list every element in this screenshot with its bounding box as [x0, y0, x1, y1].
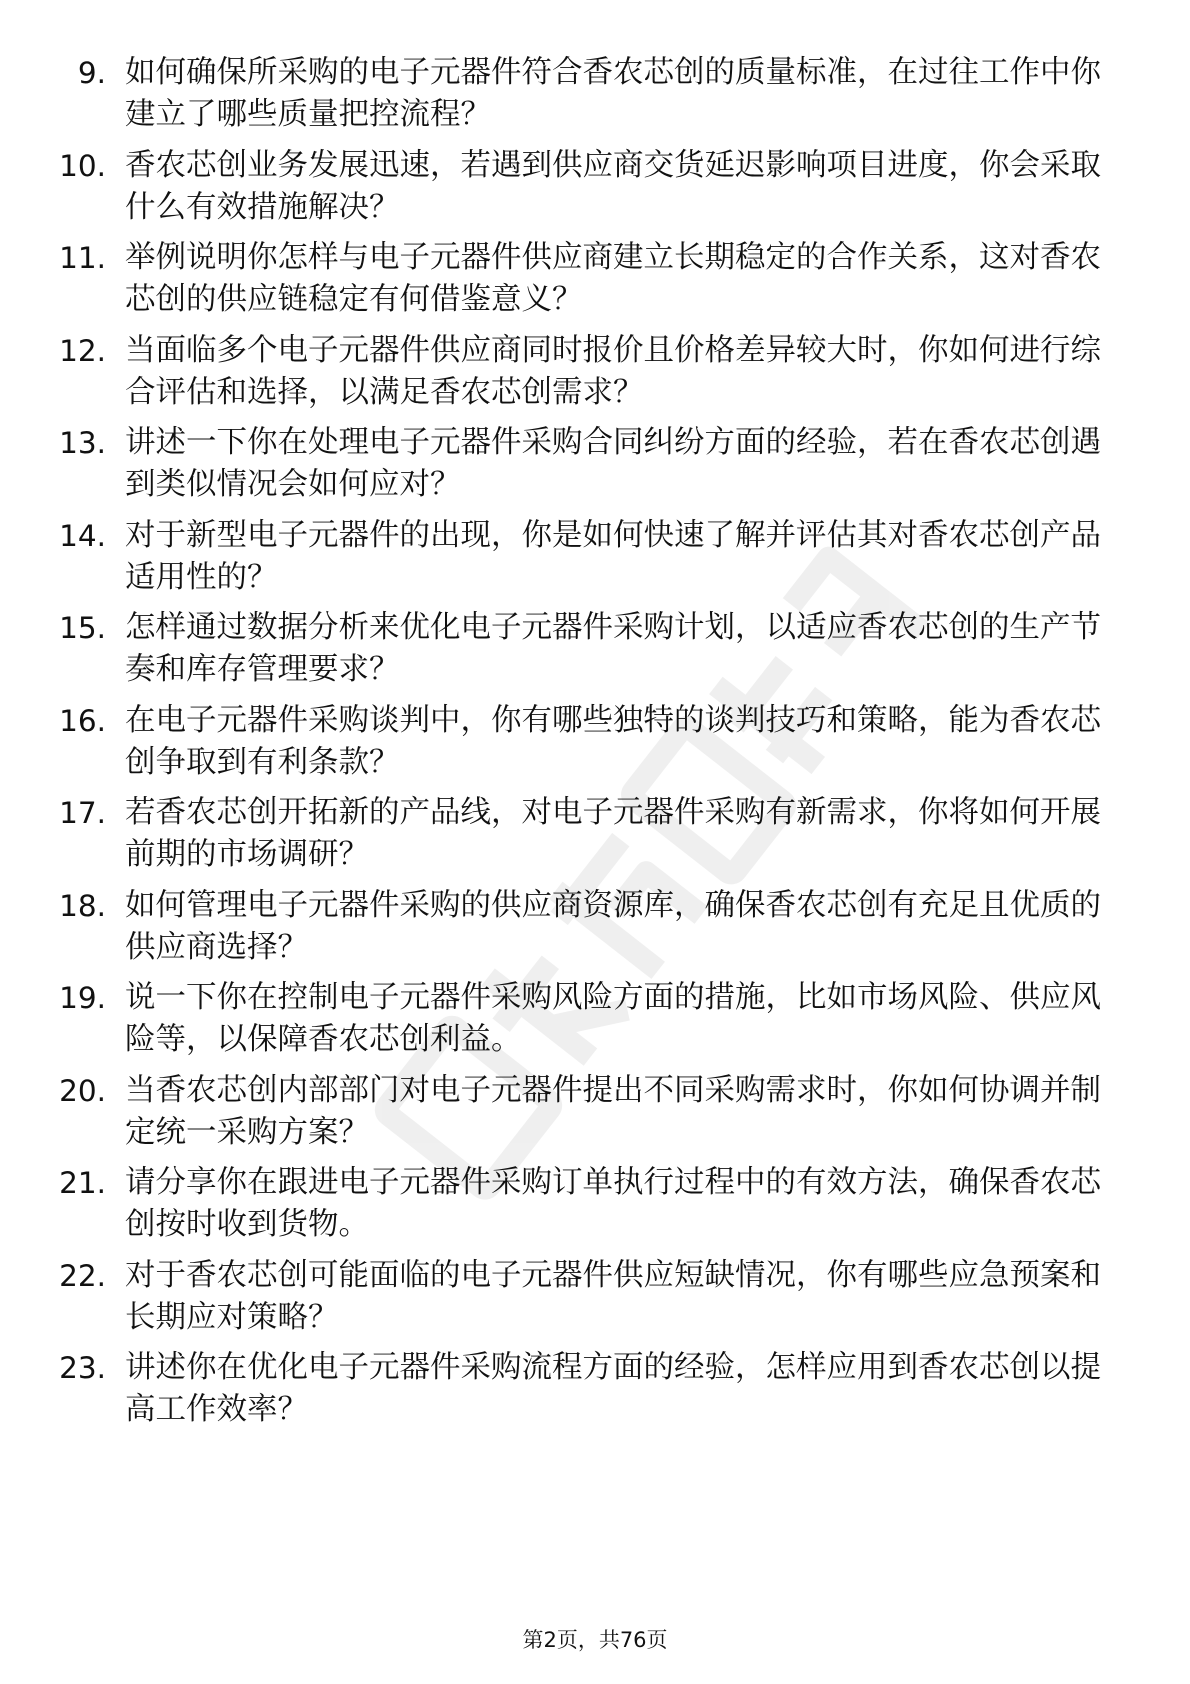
question-text: 举例说明你怎样与电子元器件供应商建立长期稳定的合作关系，这对香农芯创的供应链稳定有何借鉴意义？: [125, 240, 1101, 317]
question-text: 请分享你在跟进电子元器件采购订单执行过程中的有效方法，确保香农芯创按时收到货物。: [125, 1165, 1101, 1242]
question-text: 在电子元器件采购谈判中，你有哪些独特的谈判技巧和策略，能为香农芯创争取到有利条款？: [125, 702, 1101, 780]
question-number: 9.: [77, 56, 106, 90]
question-number: 16.: [59, 703, 106, 738]
question-text: 对于新型电子元器件的出现，你是如何快速了解并评估其对香农芯创产品适用性的？: [125, 517, 1101, 595]
question-item: [0, 237, 1190, 330]
question-number: 21.: [59, 1166, 106, 1200]
question-text: 对于香农芯创可能面临的电子元器件供应短缺情况，你有哪些应急预案和长期应对策略？: [125, 1257, 1101, 1335]
question-item: [0, 1347, 1190, 1440]
question-text: 讲述一下你在处理电子元器件采购合同纠纷方面的经验，若在香农芯创遇到类似情况会如何应对？: [125, 425, 1101, 502]
question-number: 12.: [59, 333, 106, 368]
question-number: 17.: [59, 796, 106, 830]
question-text: 怎样通过数据分析来优化电子元器件采购计划，以适应香农芯创的生产节奏和库存管理要求？: [125, 610, 1101, 687]
question-item: [0, 52, 1190, 145]
question-item: [0, 607, 1190, 700]
question-text: 当面临多个电子元器件供应商同时报价且价格差异较大时，你如何进行综合评估和选择，以满足香农芯创需求？: [125, 332, 1101, 410]
question-text: 香农芯创业务发展迅速，若遇到供应商交货延迟影响项目进度，你会采取什么有效措施解决？: [125, 147, 1101, 225]
question-number: 23.: [59, 1351, 106, 1385]
question-number: 15.: [59, 611, 106, 645]
question-item: [0, 885, 1190, 978]
question-number: 14.: [59, 518, 106, 553]
question-text: 讲述你在优化电子元器件采购流程方面的经验，怎样应用到香农芯创以提高工作效率？: [125, 1350, 1101, 1427]
question-text: 说一下你在控制电子元器件采购风险方面的措施，比如市场风险、供应风险等，以保障香农芯创利益。: [125, 980, 1101, 1057]
question-item: [0, 515, 1190, 608]
question-list: [0, 52, 1190, 1440]
question-number: 20.: [59, 1073, 106, 1108]
question-item: [0, 1162, 1190, 1255]
question-number: 22.: [59, 1258, 106, 1293]
question-number: 13.: [59, 426, 106, 460]
page-footer: 第2页，共76页: [522, 1628, 668, 1652]
question-number: 11.: [59, 241, 106, 275]
question-text: 当香农芯创内部部门对电子元器件提出不同采购需求时，你如何协调并制定统一采购方案？: [125, 1072, 1101, 1150]
question-item: [0, 1255, 1190, 1348]
question-number: 19.: [59, 981, 106, 1015]
question-text: 若香农芯创开拓新的产品线，对电子元器件采购有新需求，你将如何开展前期的市场调研？: [125, 795, 1101, 872]
question-item: [0, 792, 1190, 885]
question-item: [0, 145, 1190, 238]
question-number: 10.: [59, 148, 106, 183]
question-item: [0, 1070, 1190, 1163]
question-item: [0, 700, 1190, 793]
question-text: 如何确保所采购的电子元器件符合香农芯创的质量标准，在过往工作中你建立了哪些质量把控流程？: [125, 55, 1101, 132]
question-item: [0, 977, 1190, 1070]
question-number: 18.: [59, 888, 106, 923]
question-item: [0, 422, 1190, 515]
question-item: [0, 330, 1190, 423]
question-text: 如何管理电子元器件采购的供应商资源库，确保香农芯创有充足且优质的供应商选择？: [125, 887, 1101, 965]
